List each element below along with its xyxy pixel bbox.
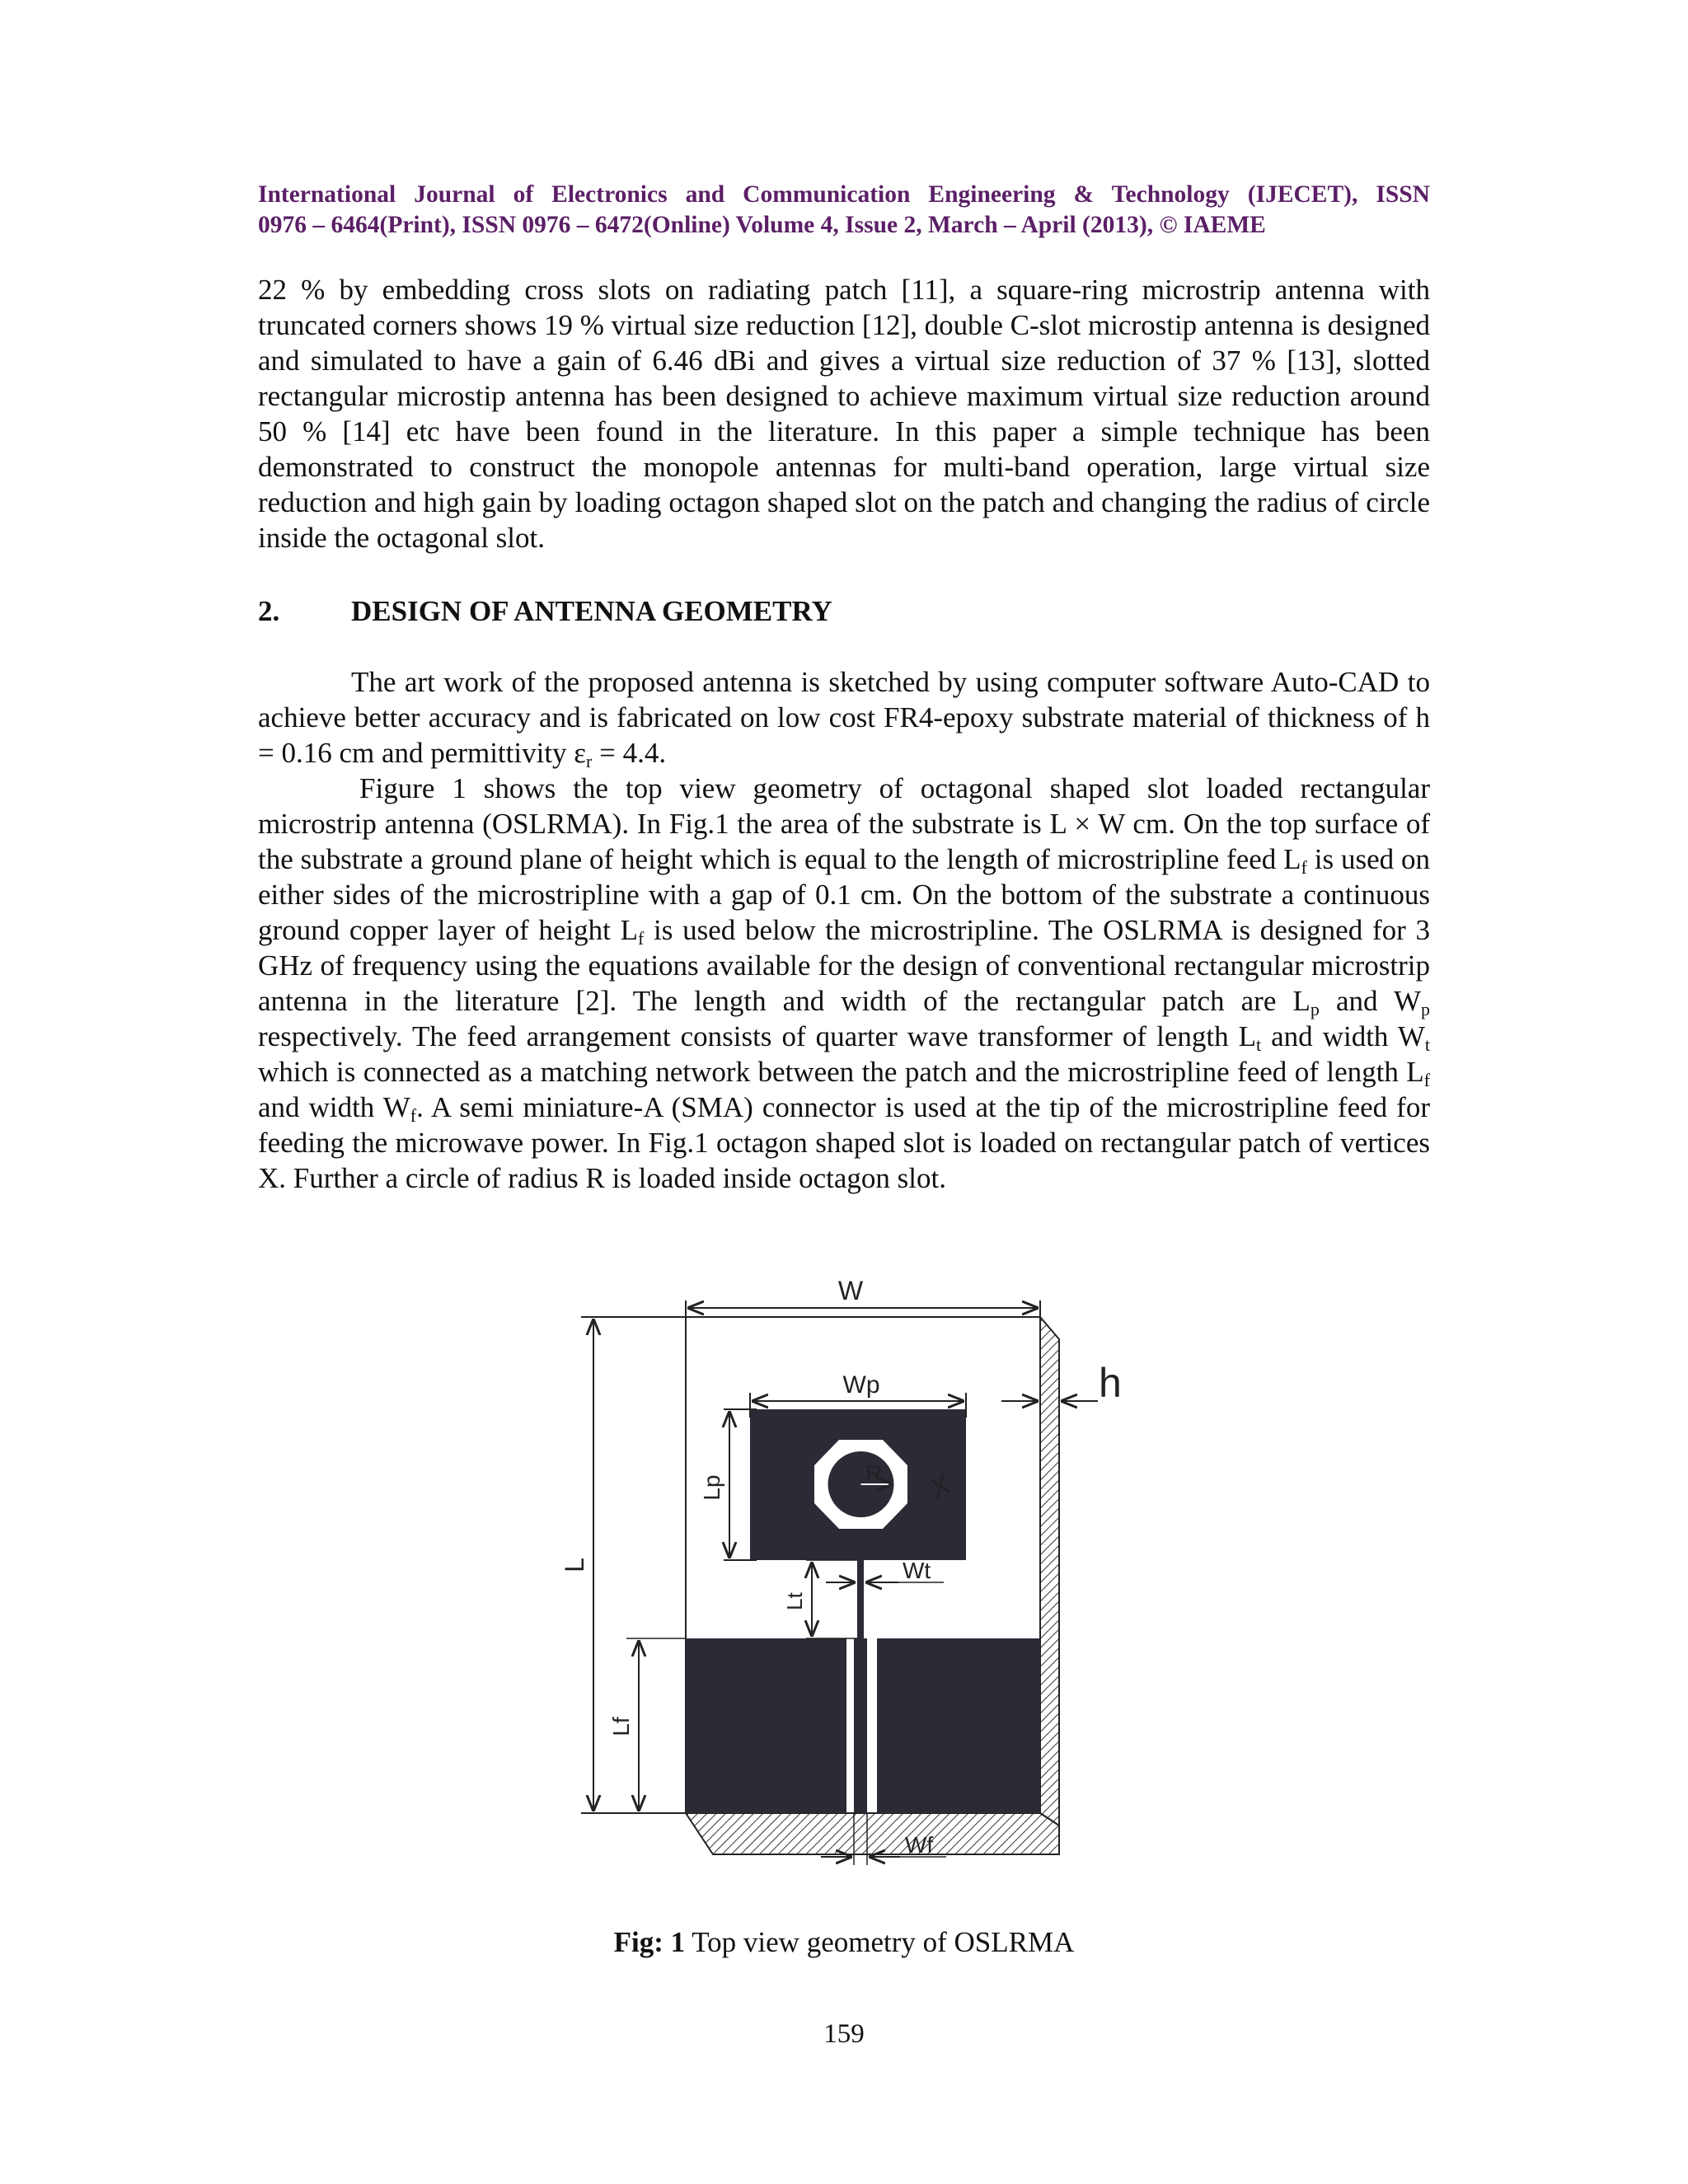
w-label: W xyxy=(837,1276,864,1305)
header-line-1: International Journal of Electronics and Communication Engineering & Technology (IJECET), ISSN xyxy=(258,181,1430,208)
para2-sub-f3: f xyxy=(1423,1070,1430,1090)
design-paragraphs xyxy=(258,664,1430,1196)
l-label: L xyxy=(560,1558,589,1572)
quarter-wave-transformer xyxy=(857,1560,864,1638)
intro-paragraph-block xyxy=(258,272,1430,555)
page-number: 159 xyxy=(823,2019,865,2049)
section-title: DESIGN OF ANTENNA GEOMETRY xyxy=(351,595,832,627)
intro-paragraph: 22 % by embedding cross slots on radiating patch [11], a square-ring microstrip antenna with truncated corners shows 19 % virtual size reduction [12], double C-slot microstip antenna is designed and simulated to have a gain of 6.46 dBi and gives a virtual size reduction of 37 % [13], slotted rectangular microstip antenna has been designed to achieve maximum virtual size reduction around 50 % [14] etc have been found in the literature. In this paper a simple technique has been demonstrated to construct the monopole antennas for multi-band operation, large virtual size reduction and high gain by loading octagon shaped slot on the patch and changing the radius of circle inside the octagonal slot. xyxy=(258,274,1431,554)
radius-label: R xyxy=(865,1460,883,1486)
section-number: 2. xyxy=(258,595,280,627)
h-label: h xyxy=(1099,1360,1122,1406)
wt-label: Wt xyxy=(903,1558,931,1583)
header-line-2: 0976 – 6464(Print), ISSN 0976 – 6472(Online) Volume 4, Issue 2, March – April (2013), © IAEME xyxy=(258,212,1266,238)
para2-sub-p2: p xyxy=(1421,999,1431,1019)
ground-plane-left xyxy=(686,1638,846,1813)
para2-sub-f2: f xyxy=(637,928,645,949)
section-heading xyxy=(258,593,832,629)
para2-sub-t2: t xyxy=(1424,1034,1430,1055)
para2-sub-p1: p xyxy=(1310,999,1320,1019)
wp-label: Wp xyxy=(842,1371,880,1399)
caption-text: Top view geometry of OSLRMA xyxy=(685,1926,1075,1958)
para2-s5: respectively. The feed arrangement consists of quarter wave transformer of length L xyxy=(258,1020,1256,1052)
lp-label: Lp xyxy=(699,1474,724,1501)
figure-caption xyxy=(0,1924,1688,1960)
para2-s3: is used below the microstripline. The OSLRMA is designed for 3 GHz of frequency using the equations available for the design of conventional rectangular microstrip antenna in the literature [2]. The length and width of the rectangular patch are L xyxy=(258,914,1430,1017)
para1-text-b: = 4.4. xyxy=(592,737,667,769)
para2-s1: Figure 1 shows the top view geometry of octagonal shaped slot loaded rectangular microstrip antenna (OSLRMA). In Fig.1 the area of the substrate is L × W cm. On the top surface of the substrate a ground plane of height which is equal to the length of microstripline feed L xyxy=(258,772,1430,875)
paragraph-geometry xyxy=(258,771,1430,1196)
caption-label: Fig: 1 xyxy=(613,1926,686,1958)
para2-sub-t1: t xyxy=(1256,1034,1262,1055)
ground-plane-right xyxy=(877,1638,1040,1813)
para2-sub-f1: f xyxy=(1301,857,1307,878)
lt-label: Lt xyxy=(782,1592,807,1610)
para2-s2: is used on either sides of the microstripline with a gap of 0.1 cm. On the bottom of the substrate a continuous ground copper layer of height L xyxy=(258,843,1430,946)
vertex-label: X xyxy=(924,1469,957,1506)
para2-sub-f4: f xyxy=(410,1105,417,1126)
para2-s9: . A semi miniature-A (SMA) connector is used at the tip of the microstripline feed for feeding the microwave power. In Fig.1 octagon shaped slot is loaded on rectangular patch of vertices X. Further a circle of radius R is loaded inside octagon slot. xyxy=(258,1091,1430,1194)
antenna-geometry-figure xyxy=(544,1249,1170,1875)
para2-s6: and width W xyxy=(1261,1020,1425,1052)
para2-s7: which is connected as a matching network between the patch and the microstripline feed of length L xyxy=(258,1056,1424,1088)
lf-label: Lf xyxy=(608,1717,634,1736)
microstrip-feed xyxy=(854,1638,867,1813)
journal-header xyxy=(258,180,1430,241)
para2-s4: and W xyxy=(1319,985,1422,1017)
substrate-bottom-hatch xyxy=(686,1813,1059,1854)
paragraph-fabrication xyxy=(258,664,1430,771)
substrate-side-hatch xyxy=(1040,1317,1059,1825)
para1-text-a: The art work of the proposed antenna is sketched by using computer software Auto-CAD to achieve better accuracy and is fabricated on low cost FR4-epoxy substrate material of thickness of h = 0.16 cm and permittivity ε xyxy=(258,666,1430,769)
para2-s8: and width W xyxy=(258,1091,410,1123)
para1-subscript: r xyxy=(586,751,593,771)
wf-label: Wf xyxy=(905,1832,934,1858)
